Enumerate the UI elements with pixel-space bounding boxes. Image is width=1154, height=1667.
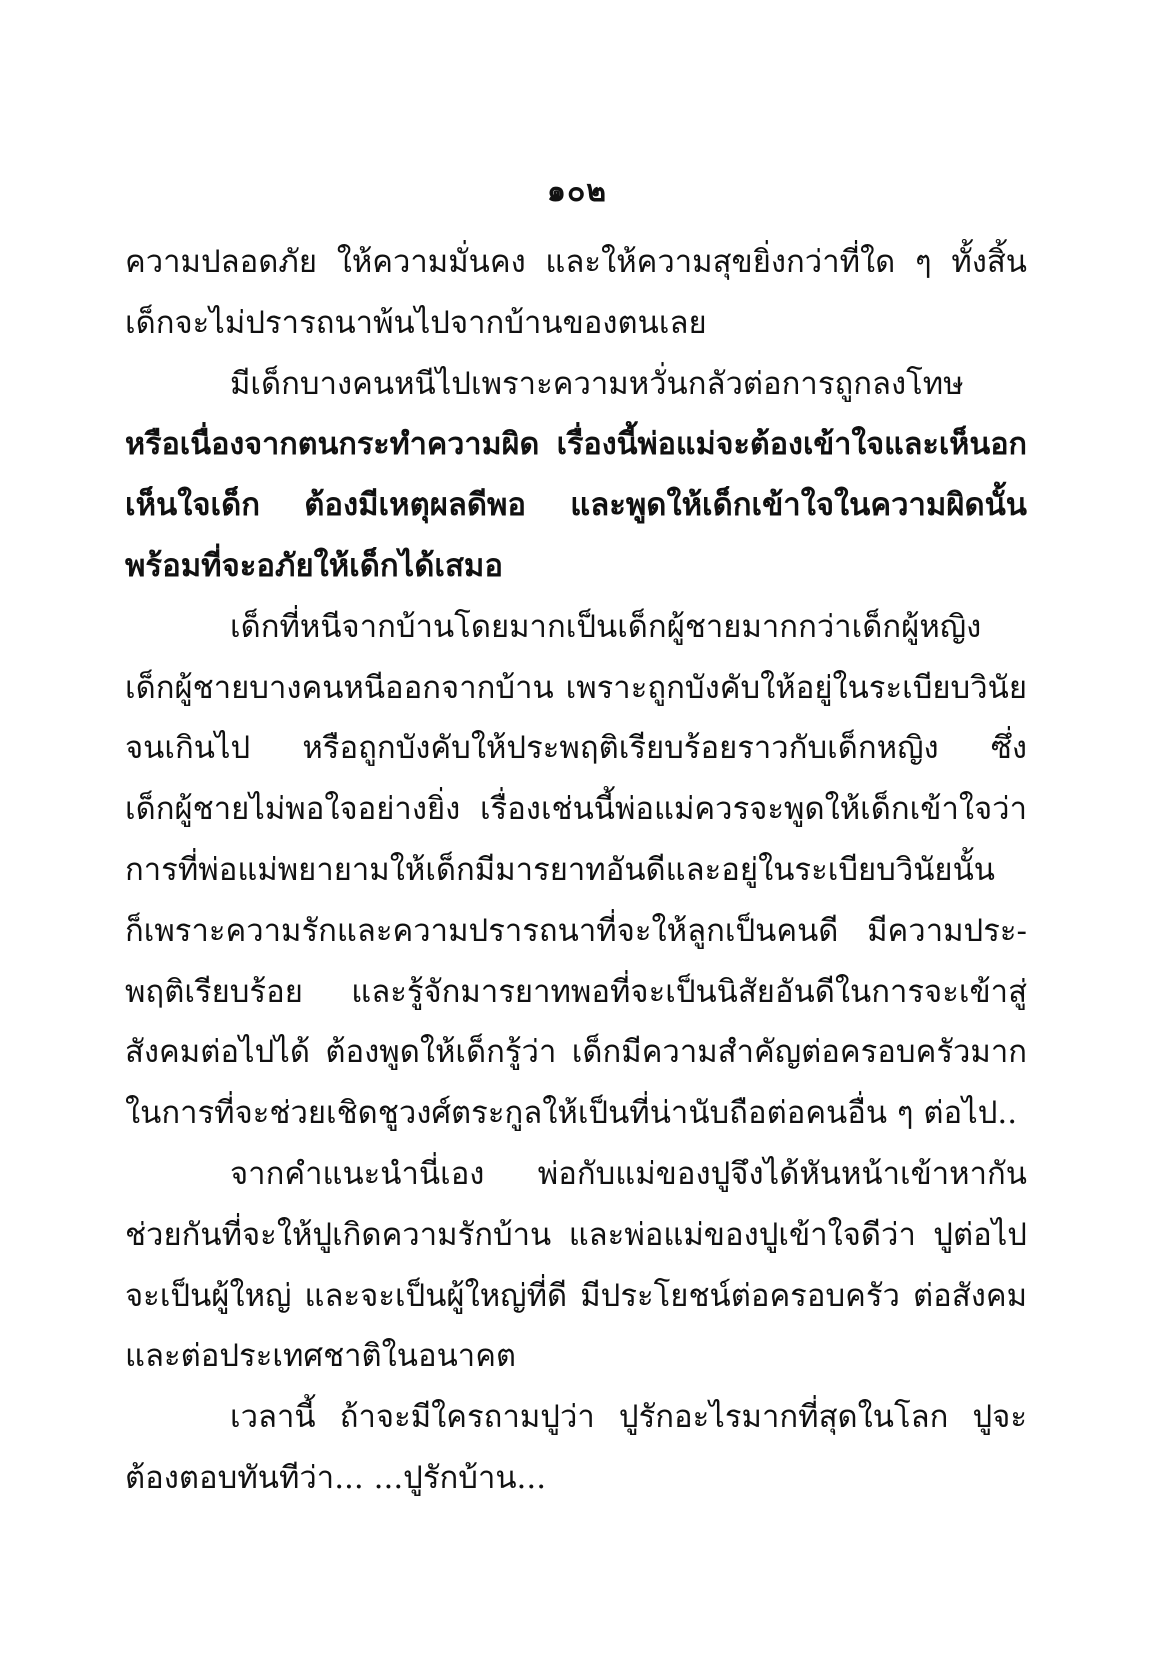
- text-line: หรือเนื่องจากตนกระทำความผิด เรื่องนี้พ่อแม่จะต้องเข้าใจและเห็นอก: [125, 426, 1027, 463]
- text-line: และต่อประเทศชาติในอนาคต: [125, 1338, 517, 1375]
- text-line: เด็กจะไม่ปรารถนาพ้นไปจากบ้านของตนเลย: [125, 304, 707, 341]
- text-line: มีเด็กบางคนหนีไปเพราะความหวั่นกลัวต่อการถูกลงโทษ: [230, 365, 964, 402]
- text-line: เด็กที่หนีจากบ้านโดยมากเป็นเด็กผู้ชายมากกว่าเด็กผู้หญิง: [230, 608, 982, 645]
- text-line: เด็กผู้ชายบางคนหนีออกจากบ้าน เพราะถูกบังคับให้อยู่ในระเบียบวินัย: [125, 669, 1027, 706]
- text-line: ก็เพราะความรักและความปรารถนาที่จะให้ลูกเป็นคนดี มีความประ-: [125, 912, 1027, 949]
- text-line: พฤติเรียบร้อย และรู้จักมารยาทพอที่จะเป็นนิสัยอันดีในการจะเข้าสู่: [125, 973, 1027, 1010]
- text-line: จนเกินไป หรือถูกบังคับให้ประพฤติเรียบร้อยราวกับเด็กหญิง ซึ่ง: [125, 730, 1027, 767]
- text-line: ความปลอดภัย ให้ความมั่นคง และให้ความสุขยิ่งกว่าที่ใด ๆ ทั้งสิ้น: [125, 244, 1027, 280]
- text-line: เห็นใจเด็ก ต้องมีเหตุผลดีพอ และพูดให้เด็กเข้าใจในความผิดนั้น: [125, 487, 1027, 524]
- text-line: การที่พ่อแม่พยายามให้เด็กมีมารยาทอันดีและอยู่ในระเบียบวินัยนั้น: [125, 851, 995, 888]
- text-line: จากคำแนะนำนี่เอง พ่อกับแม่ของปูจึงได้หันหน้าเข้าหากัน: [230, 1155, 1027, 1192]
- text-line: สังคมต่อไปได้ ต้องพูดให้เด็กรู้ว่า เด็กมีความสำคัญต่อครอบครัวมาก: [125, 1034, 1027, 1071]
- text-line: พร้อมที่จะอภัยให้เด็กได้เสมอ: [125, 547, 503, 584]
- text-line: ต้องตอบทันทีว่า... ...ปูรักบ้าน...: [125, 1459, 547, 1496]
- page-number: ๑๐๒: [546, 174, 608, 209]
- text-line: จะเป็นผู้ใหญ่ และจะเป็นผู้ใหญ่ที่ดี มีประโยชน์ต่อครอบครัว ต่อสังคม: [125, 1277, 1027, 1314]
- text-line: ในการที่จะช่วยเชิดชูวงศ์ตระกูลให้เป็นที่น่านับถือต่อคนอื่น ๆ ต่อไป..: [125, 1095, 1018, 1132]
- text-line: เด็กผู้ชายไม่พอใจอย่างยิ่ง เรื่องเช่นนี้พ่อแม่ควรจะพูดให้เด็กเข้าใจว่า: [125, 791, 1027, 828]
- text-line: ช่วยกันที่จะให้ปูเกิดความรักบ้าน และพ่อแม่ของปูเข้าใจดีว่า ปูต่อไป: [125, 1216, 1027, 1253]
- text-line: เวลานี้ ถ้าจะมีใครถามปูว่า ปูรักอะไรมากที่สุดในโลก ปูจะ: [230, 1399, 1027, 1436]
- body-text: [125, 232, 1027, 1509]
